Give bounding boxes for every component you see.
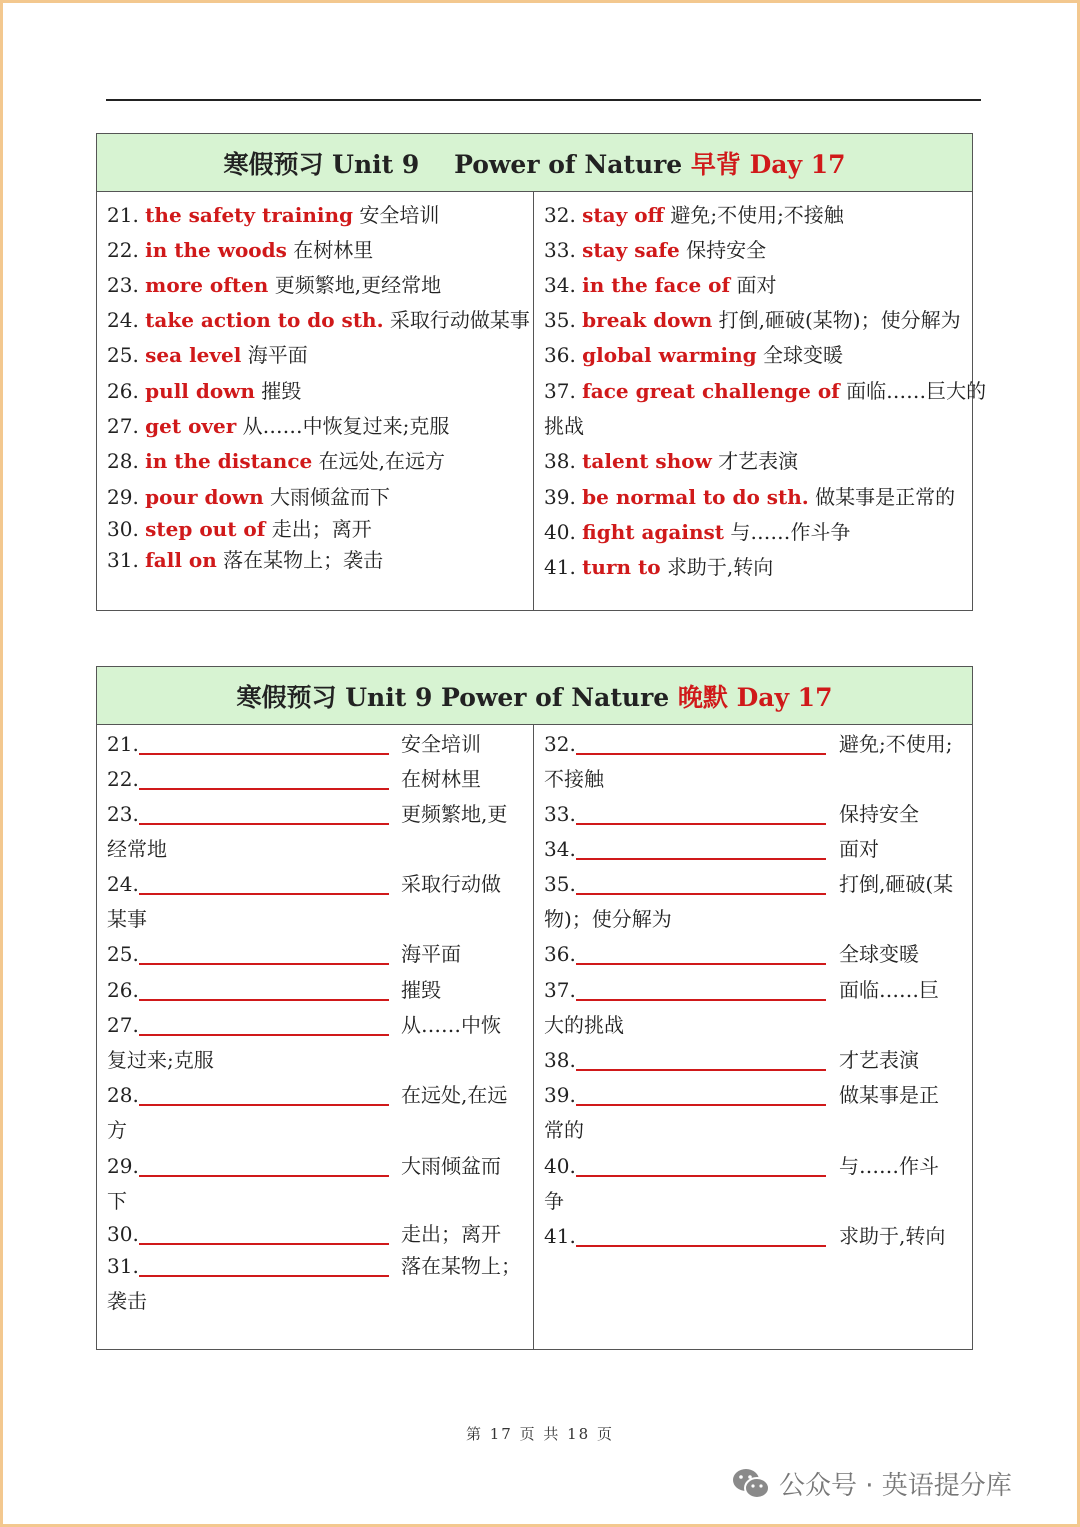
english-phrase: step out of <box>145 517 266 541</box>
chinese-meaning: 摧毁 <box>401 978 441 1002</box>
answer-blank[interactable] <box>576 858 826 860</box>
item-number: 27. <box>107 414 139 438</box>
chinese-meaning: 避免;不使用; <box>839 732 953 756</box>
item-number: 41. <box>544 1224 576 1248</box>
answer-blank[interactable] <box>139 1104 389 1106</box>
vocab-row <box>544 448 798 474</box>
chinese-meaning: 才艺表演 <box>718 449 799 473</box>
column-divider <box>533 725 534 1349</box>
answer-blank[interactable] <box>139 1243 389 1245</box>
chinese-meaning-continued: 不接触 <box>544 767 604 791</box>
vocab-row <box>107 547 383 573</box>
vocab-row <box>544 202 844 228</box>
page-number: 第 17 页 共 18 页 <box>465 1425 614 1443</box>
item-number: 33. <box>544 802 576 826</box>
chinese-meaning: 摧毁 <box>261 379 302 403</box>
vocab-row <box>107 413 449 439</box>
morning-title-day: 早背 Day 17 <box>690 149 846 179</box>
english-phrase: get over <box>145 414 237 438</box>
vocab-row <box>544 378 986 404</box>
item-number: 33. <box>544 238 576 262</box>
item-number: 31. <box>107 548 139 572</box>
item-number: 28. <box>107 1083 139 1107</box>
item-number: 38. <box>544 449 576 473</box>
item-number: 28. <box>107 449 139 473</box>
chinese-meaning: 大雨倾盆而下 <box>269 485 390 509</box>
chinese-meaning: 与……作斗 <box>839 1154 939 1178</box>
item-number: 35. <box>544 872 576 896</box>
chinese-meaning: 做某事是正常的 <box>815 485 956 509</box>
english-phrase: face great challenge of <box>582 379 840 403</box>
watermark-text: 公众号 · 英语提分库 <box>779 1471 1012 1501</box>
answer-blank[interactable] <box>139 963 389 965</box>
vocab-row <box>544 413 584 439</box>
vocab-row <box>107 484 390 510</box>
chinese-meaning: 做某事是正 <box>839 1083 939 1107</box>
english-phrase: pull down <box>145 379 255 403</box>
english-phrase: the safety training <box>145 203 354 227</box>
chinese-meaning: 挑战 <box>544 414 584 438</box>
answer-blank[interactable] <box>576 1245 826 1247</box>
evening-dictation-box <box>96 666 973 1350</box>
vocab-row <box>107 237 373 263</box>
chinese-meaning: 在树林里 <box>293 238 374 262</box>
item-number: 25. <box>107 343 139 367</box>
chinese-meaning: 大雨倾盆而 <box>401 1154 501 1178</box>
answer-blank[interactable] <box>139 893 389 895</box>
answer-blank[interactable] <box>576 893 826 895</box>
item-number: 22. <box>107 238 139 262</box>
answer-blank[interactable] <box>139 823 389 825</box>
top-rule <box>106 99 981 101</box>
item-number: 37. <box>544 978 576 1002</box>
chinese-meaning: 面临……巨 <box>839 978 939 1002</box>
vocab-row <box>544 272 776 298</box>
chinese-meaning: 保持安全 <box>839 802 919 826</box>
answer-blank[interactable] <box>139 1175 389 1177</box>
vocab-row <box>107 202 439 228</box>
vocab-row <box>107 272 441 298</box>
chinese-meaning: 打倒,砸破(某 <box>839 872 954 896</box>
chinese-meaning: 走出；离开 <box>401 1222 501 1246</box>
item-number: 23. <box>107 273 139 297</box>
item-number: 29. <box>107 1154 139 1178</box>
vocab-row <box>107 448 445 474</box>
vocab-row <box>544 519 850 545</box>
answer-blank[interactable] <box>139 999 389 1001</box>
item-number: 35. <box>544 308 576 332</box>
item-number: 30. <box>107 517 139 541</box>
english-phrase: pour down <box>145 485 264 509</box>
chinese-meaning: 采取行动做 <box>401 872 501 896</box>
chinese-meaning-continued: 物)；使分解为 <box>544 907 672 931</box>
chinese-meaning: 更频繁地,更经常地 <box>274 273 442 297</box>
item-number: 34. <box>544 273 576 297</box>
vocab-row <box>544 484 955 510</box>
morning-box-title <box>97 134 972 192</box>
chinese-meaning: 安全培训 <box>401 732 481 756</box>
item-number: 39. <box>544 1083 576 1107</box>
english-phrase: in the woods <box>145 238 287 262</box>
english-phrase: break down <box>582 308 713 332</box>
chinese-meaning-continued: 争 <box>544 1189 564 1213</box>
column-divider <box>533 192 534 610</box>
chinese-meaning: 求助于,转向 <box>839 1224 946 1248</box>
english-phrase: more often <box>145 273 269 297</box>
english-phrase: global warming <box>582 343 757 367</box>
chinese-meaning-continued: 大的挑战 <box>544 1013 624 1037</box>
chinese-meaning: 落在某物上； <box>401 1254 521 1278</box>
answer-blank[interactable] <box>139 1034 389 1036</box>
item-number: 25. <box>107 942 139 966</box>
chinese-meaning: 落在某物上；袭击 <box>223 548 384 572</box>
item-number: 38. <box>544 1048 576 1072</box>
vocab-row <box>544 307 961 333</box>
chinese-meaning: 面临……巨大的 <box>846 379 987 403</box>
english-phrase: fight against <box>582 520 724 544</box>
wechat-icon <box>731 1467 771 1501</box>
chinese-meaning: 采取行动做某事 <box>389 308 530 332</box>
morning-box-body <box>97 192 987 610</box>
chinese-meaning: 全球变暖 <box>762 343 843 367</box>
english-phrase: stay safe <box>582 238 680 262</box>
chinese-meaning: 在远处,在远 <box>401 1083 508 1107</box>
item-number: 23. <box>107 802 139 826</box>
item-number: 22. <box>107 767 139 791</box>
english-phrase: stay off <box>582 203 664 227</box>
chinese-meaning-continued: 某事 <box>107 907 147 931</box>
english-phrase: turn to <box>582 555 661 579</box>
evening-title-day: 晚默 Day 17 <box>677 682 833 712</box>
vocab-row <box>544 237 766 263</box>
vocab-row <box>107 378 301 404</box>
watermark <box>731 1465 1012 1502</box>
item-number: 31. <box>107 1254 139 1278</box>
item-number: 34. <box>544 837 576 861</box>
answer-blank[interactable] <box>576 1069 826 1071</box>
item-number: 30. <box>107 1222 139 1246</box>
vocab-row <box>107 307 530 333</box>
english-phrase: talent show <box>582 449 712 473</box>
vocab-row <box>107 516 372 542</box>
chinese-meaning: 在树林里 <box>401 767 481 791</box>
morning-vocab-box <box>96 133 987 611</box>
chinese-meaning: 全球变暖 <box>839 942 919 966</box>
chinese-meaning: 走出；离开 <box>271 517 372 541</box>
answer-blank[interactable] <box>576 1175 826 1177</box>
chinese-meaning: 求助于,转向 <box>666 555 774 579</box>
chinese-meaning: 从……中恢 <box>401 1013 501 1037</box>
answer-blank[interactable] <box>576 999 826 1001</box>
chinese-meaning: 从……中恢复过来;克服 <box>242 414 450 438</box>
chinese-meaning-continued: 复过来;克服 <box>107 1048 214 1072</box>
chinese-meaning: 海平面 <box>401 942 461 966</box>
vocab-row <box>544 554 773 580</box>
english-phrase: be normal to do sth. <box>582 485 809 509</box>
vocab-row <box>107 342 308 368</box>
item-number: 21. <box>107 203 139 227</box>
chinese-meaning: 保持安全 <box>686 238 767 262</box>
chinese-meaning: 安全培训 <box>359 203 440 227</box>
item-number: 32. <box>544 732 576 756</box>
item-number: 36. <box>544 942 576 966</box>
morning-title-main: 寒假预习 Unit 9 Power of Nature <box>223 149 691 179</box>
chinese-meaning: 更频繁地,更 <box>401 802 508 826</box>
item-number: 41. <box>544 555 576 579</box>
item-number: 24. <box>107 872 139 896</box>
chinese-meaning: 与……作斗争 <box>730 520 851 544</box>
item-number: 26. <box>107 978 139 1002</box>
item-number: 37. <box>544 379 576 403</box>
evening-box-body <box>97 725 972 1349</box>
answer-blank[interactable] <box>139 788 389 790</box>
evening-title-main: 寒假预习 Unit 9 Power of Nature <box>236 682 678 712</box>
answer-blank[interactable] <box>139 1275 389 1277</box>
item-number: 24. <box>107 308 139 332</box>
chinese-meaning-continued: 经常地 <box>107 837 167 861</box>
item-number: 36. <box>544 343 576 367</box>
chinese-meaning: 面对 <box>839 837 879 861</box>
item-number: 21. <box>107 732 139 756</box>
item-number: 32. <box>544 203 576 227</box>
item-number: 39. <box>544 485 576 509</box>
english-phrase: take action to do sth. <box>145 308 384 332</box>
item-number: 26. <box>107 379 139 403</box>
chinese-meaning: 才艺表演 <box>839 1048 919 1072</box>
evening-box-title <box>97 667 972 725</box>
item-number: 40. <box>544 520 576 544</box>
item-number: 27. <box>107 1013 139 1037</box>
english-phrase: sea level <box>145 343 242 367</box>
answer-blank[interactable] <box>576 753 826 755</box>
chinese-meaning: 在远处,在远方 <box>318 449 445 473</box>
answer-blank[interactable] <box>576 963 826 965</box>
chinese-meaning: 海平面 <box>247 343 308 367</box>
answer-blank[interactable] <box>576 1104 826 1106</box>
answer-blank[interactable] <box>139 753 389 755</box>
chinese-meaning-continued: 袭击 <box>107 1289 147 1313</box>
chinese-meaning-continued: 下 <box>107 1189 127 1213</box>
vocab-row <box>544 342 843 368</box>
item-number: 40. <box>544 1154 576 1178</box>
english-phrase: in the face of <box>582 273 731 297</box>
english-phrase: fall on <box>145 548 217 572</box>
english-phrase: in the distance <box>145 449 313 473</box>
item-number: 29. <box>107 485 139 509</box>
chinese-meaning: 避免;不使用;不接触 <box>670 203 844 227</box>
answer-blank[interactable] <box>576 823 826 825</box>
chinese-meaning: 面对 <box>736 273 777 297</box>
chinese-meaning-continued: 方 <box>107 1118 127 1142</box>
chinese-meaning: 打倒,砸破(某物)；使分解为 <box>718 308 961 332</box>
chinese-meaning-continued: 常的 <box>544 1118 584 1142</box>
